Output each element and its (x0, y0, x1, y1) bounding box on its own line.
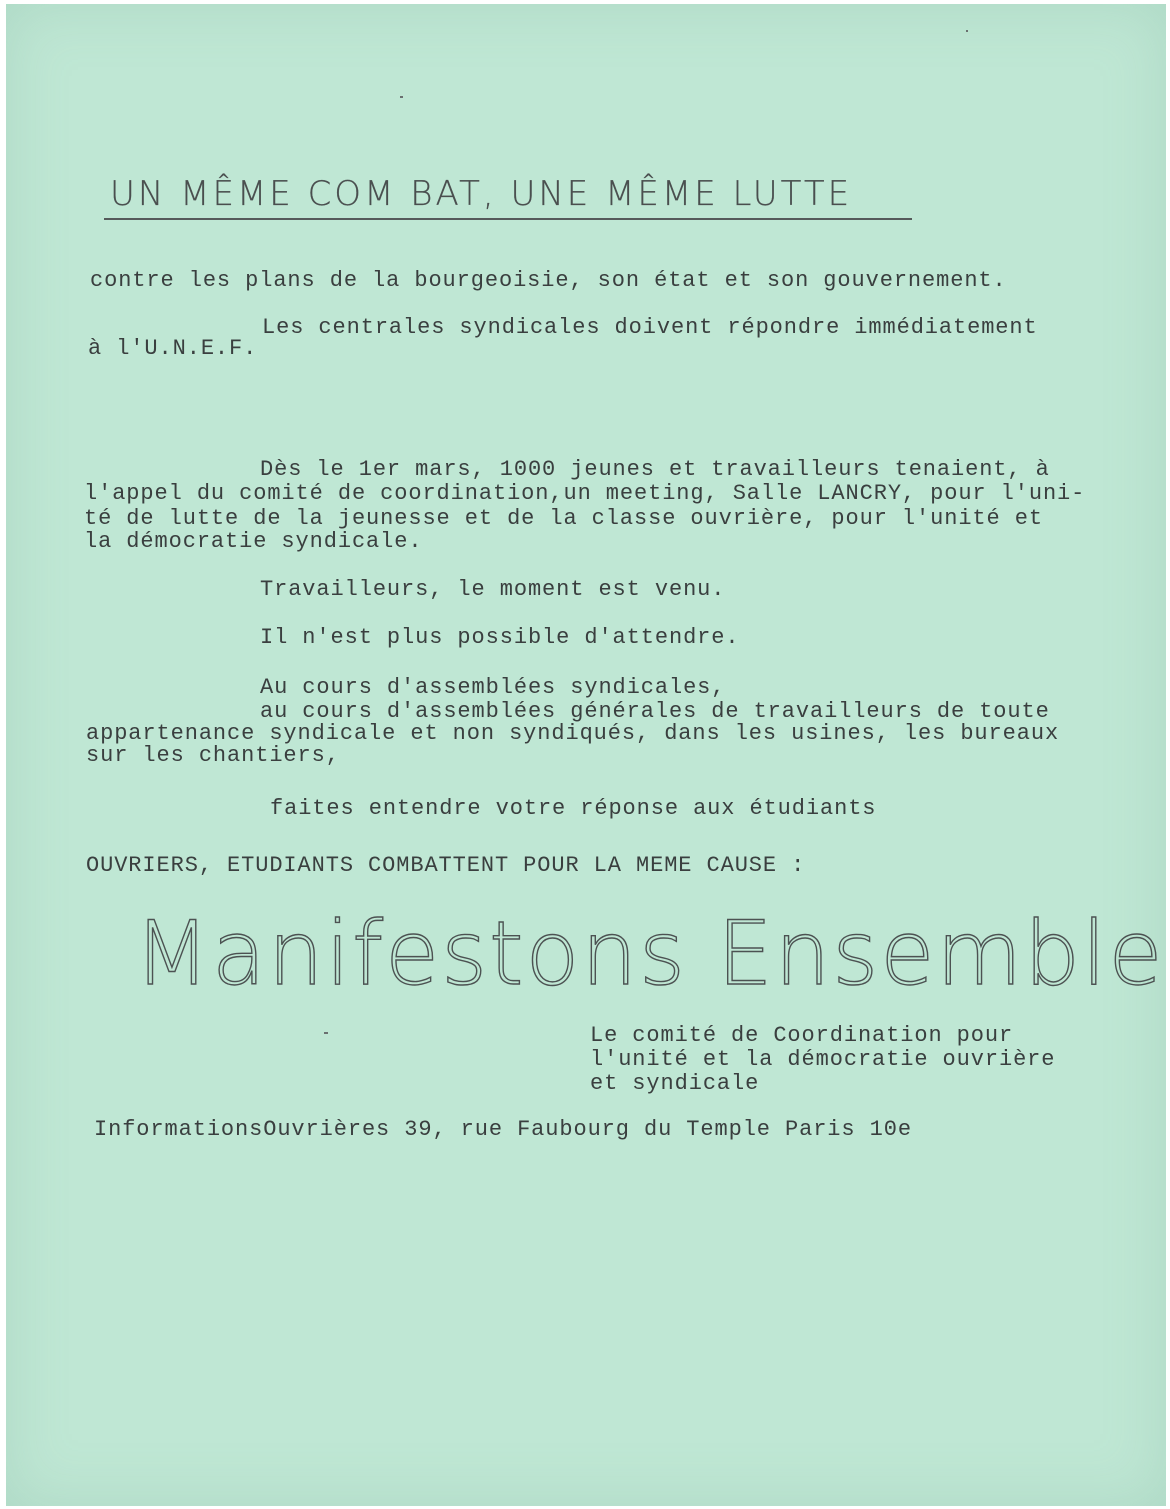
answer-line: faites entendre votre réponse aux étudiants (270, 796, 877, 821)
signature-line-1: Le comité de Coordination pour (590, 1023, 1014, 1048)
meeting-line-3: té de lutte de la jeunesse et de la classe ouvrière, pour l'unité et (84, 506, 1043, 531)
title-underline (104, 218, 912, 220)
meeting-line-1: Dès le 1er mars, 1000 jeunes et travailleurs tenaient, à (260, 457, 1050, 482)
document-title: UN MÊME COM BAT, UNE MÊME LUTTE (110, 174, 853, 214)
assemblies-line-1: Au cours d'assemblées syndicales, (260, 675, 726, 700)
intro-line: contre les plans de la bourgeoisie, son état et son gouvernement. (90, 268, 1007, 293)
signature-line-2: l'unité et la démocratie ouvrière (590, 1047, 1056, 1072)
document-page (6, 4, 1166, 1506)
signature-line-3: et syndicale (590, 1071, 760, 1096)
assemblies-line-4: sur les chantiers, (86, 743, 340, 768)
unions-line-2: à l'U.N.E.F. (88, 336, 258, 361)
publisher-address: InformationsOuvrières 39, rue Faubourg du Temple Paris 10e (94, 1117, 912, 1142)
workers-line: Travailleurs, le moment est venu. (260, 577, 726, 602)
ink-speck (400, 96, 403, 98)
assemblies-line-3: appartenance syndicale et non syndiqués, dans les usines, les bureaux (86, 721, 1060, 746)
unions-line-1: Les centrales syndicales doivent répondre immédiatement (262, 315, 1038, 340)
meeting-line-4: la démocratie syndicale. (84, 529, 423, 554)
wait-line: Il n'est plus possible d'attendre. (260, 625, 740, 650)
ink-speck (966, 30, 968, 32)
assemblies-line-2: au cours d'assemblées générales de travailleurs de toute (260, 699, 1050, 724)
meeting-line-2: l'appel du comité de coordination,un meeting, Salle LANCRY, pour l'uni- (84, 481, 1086, 506)
same-cause-line: OUVRIERS, ETUDIANTS COMBATTENT POUR LA MEME CAUSE : (86, 853, 806, 878)
slogan: Manifestons Ensemble (134, 902, 1165, 1005)
ink-speck (324, 1032, 328, 1034)
